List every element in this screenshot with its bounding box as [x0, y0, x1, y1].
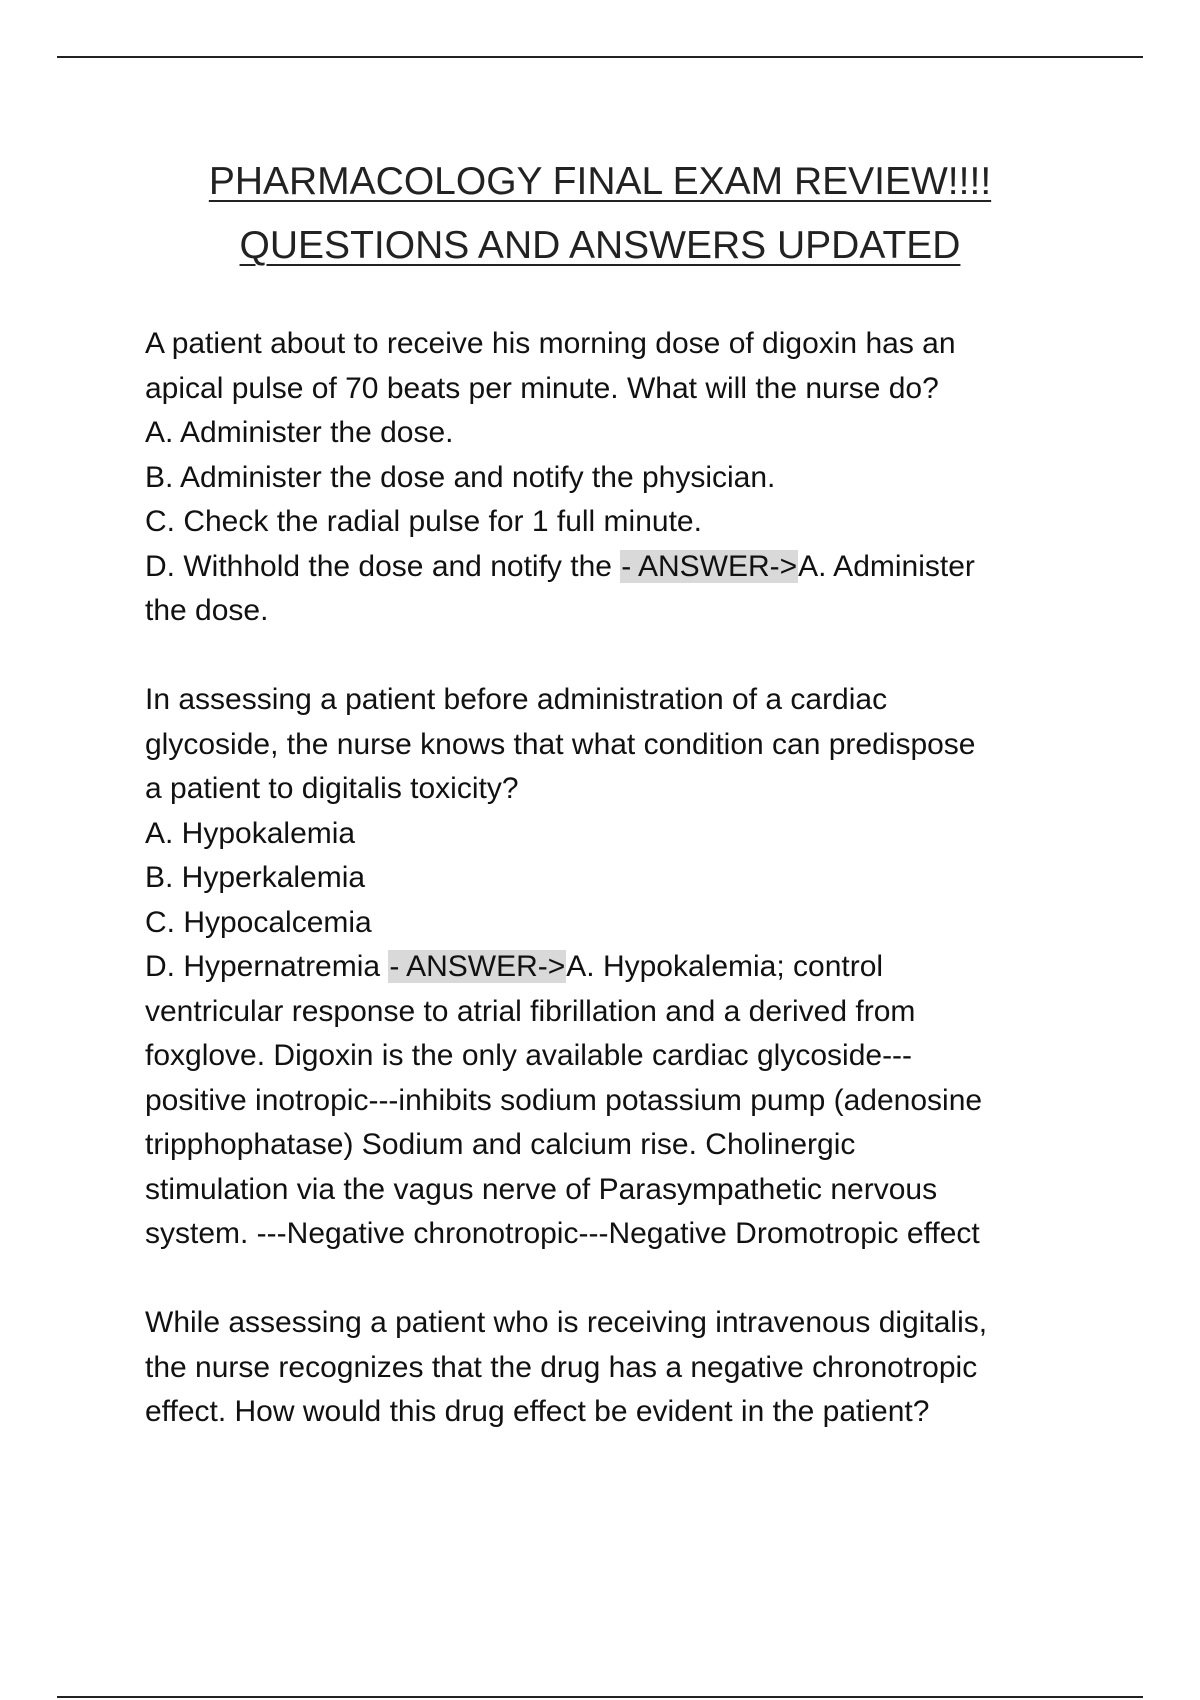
option-d-answer-line: D. Withhold the dose and notify the - ANSWER->A. Administer [145, 549, 975, 583]
question-3 [145, 1301, 1105, 1435]
answer-text-line: system. ---Negative chronotropic---Negative Dromotropic effect [145, 1217, 980, 1250]
question-text-line: A patient about to receive his morning dose of digoxin has an [145, 327, 956, 360]
option-b: B. Hyperkalemia [145, 861, 366, 894]
option-d-answer-line: D. Hypernatremia - ANSWER->A. Hypokalemia; control [145, 950, 884, 983]
question-text-line: effect. How would this drug effect be evident in the patient? [145, 1395, 930, 1428]
title-line-1: PHARMACOLOGY FINAL EXAM REVIEW!!!! [208, 160, 992, 203]
title-line-2: QUESTIONS AND ANSWERS UPDATED [239, 224, 961, 267]
answer-tag: - ANSWER-> [621, 549, 798, 583]
question-text-line: apical pulse of 70 beats per minute. What will the nurse do? [145, 371, 939, 405]
bottom-rule [57, 1696, 1143, 1698]
question-text-line: a patient to digitalis toxicity? [145, 772, 519, 805]
option-c: C. Hypocalcemia [145, 905, 372, 939]
question-text-line: In assessing a patient before administration of a cardiac [145, 683, 888, 716]
answer-text-line: the dose. [145, 594, 269, 627]
option-c: C. Check the radial pulse for 1 full minute. [145, 505, 702, 538]
question-text-line: While assessing a patient who is receiving intravenous digitalis, [145, 1306, 988, 1339]
answer-text-line: ventricular response to atrial fibrillation and a derived from [145, 994, 916, 1028]
option-a: A. Hypokalemia [145, 816, 356, 850]
question-1 [145, 322, 1105, 634]
question-text-line: glycoside, the nurse knows that what condition can predispose [145, 727, 976, 761]
questions-content [145, 322, 1105, 1479]
answer-text-line: foxglove. Digoxin is the only available cardiac glycoside--- [145, 1039, 913, 1072]
document-title [0, 150, 1200, 278]
answer-tag: - ANSWER-> [389, 950, 566, 983]
question-text-line: the nurse recognizes that the drug has a negative chronotropic [145, 1350, 978, 1384]
top-rule [57, 56, 1143, 58]
option-a: A. Administer the dose. [145, 416, 454, 449]
question-2 [145, 678, 1105, 1257]
answer-text-line: stimulation via the vagus nerve of Parasympathetic nervous [145, 1172, 938, 1206]
option-b: B. Administer the dose and notify the physician. [145, 460, 776, 494]
answer-text-line: positive inotropic---inhibits sodium potassium pump (adenosine [145, 1083, 983, 1117]
answer-text-line: tripphophatase) Sodium and calcium rise. Cholinergic [145, 1128, 856, 1161]
